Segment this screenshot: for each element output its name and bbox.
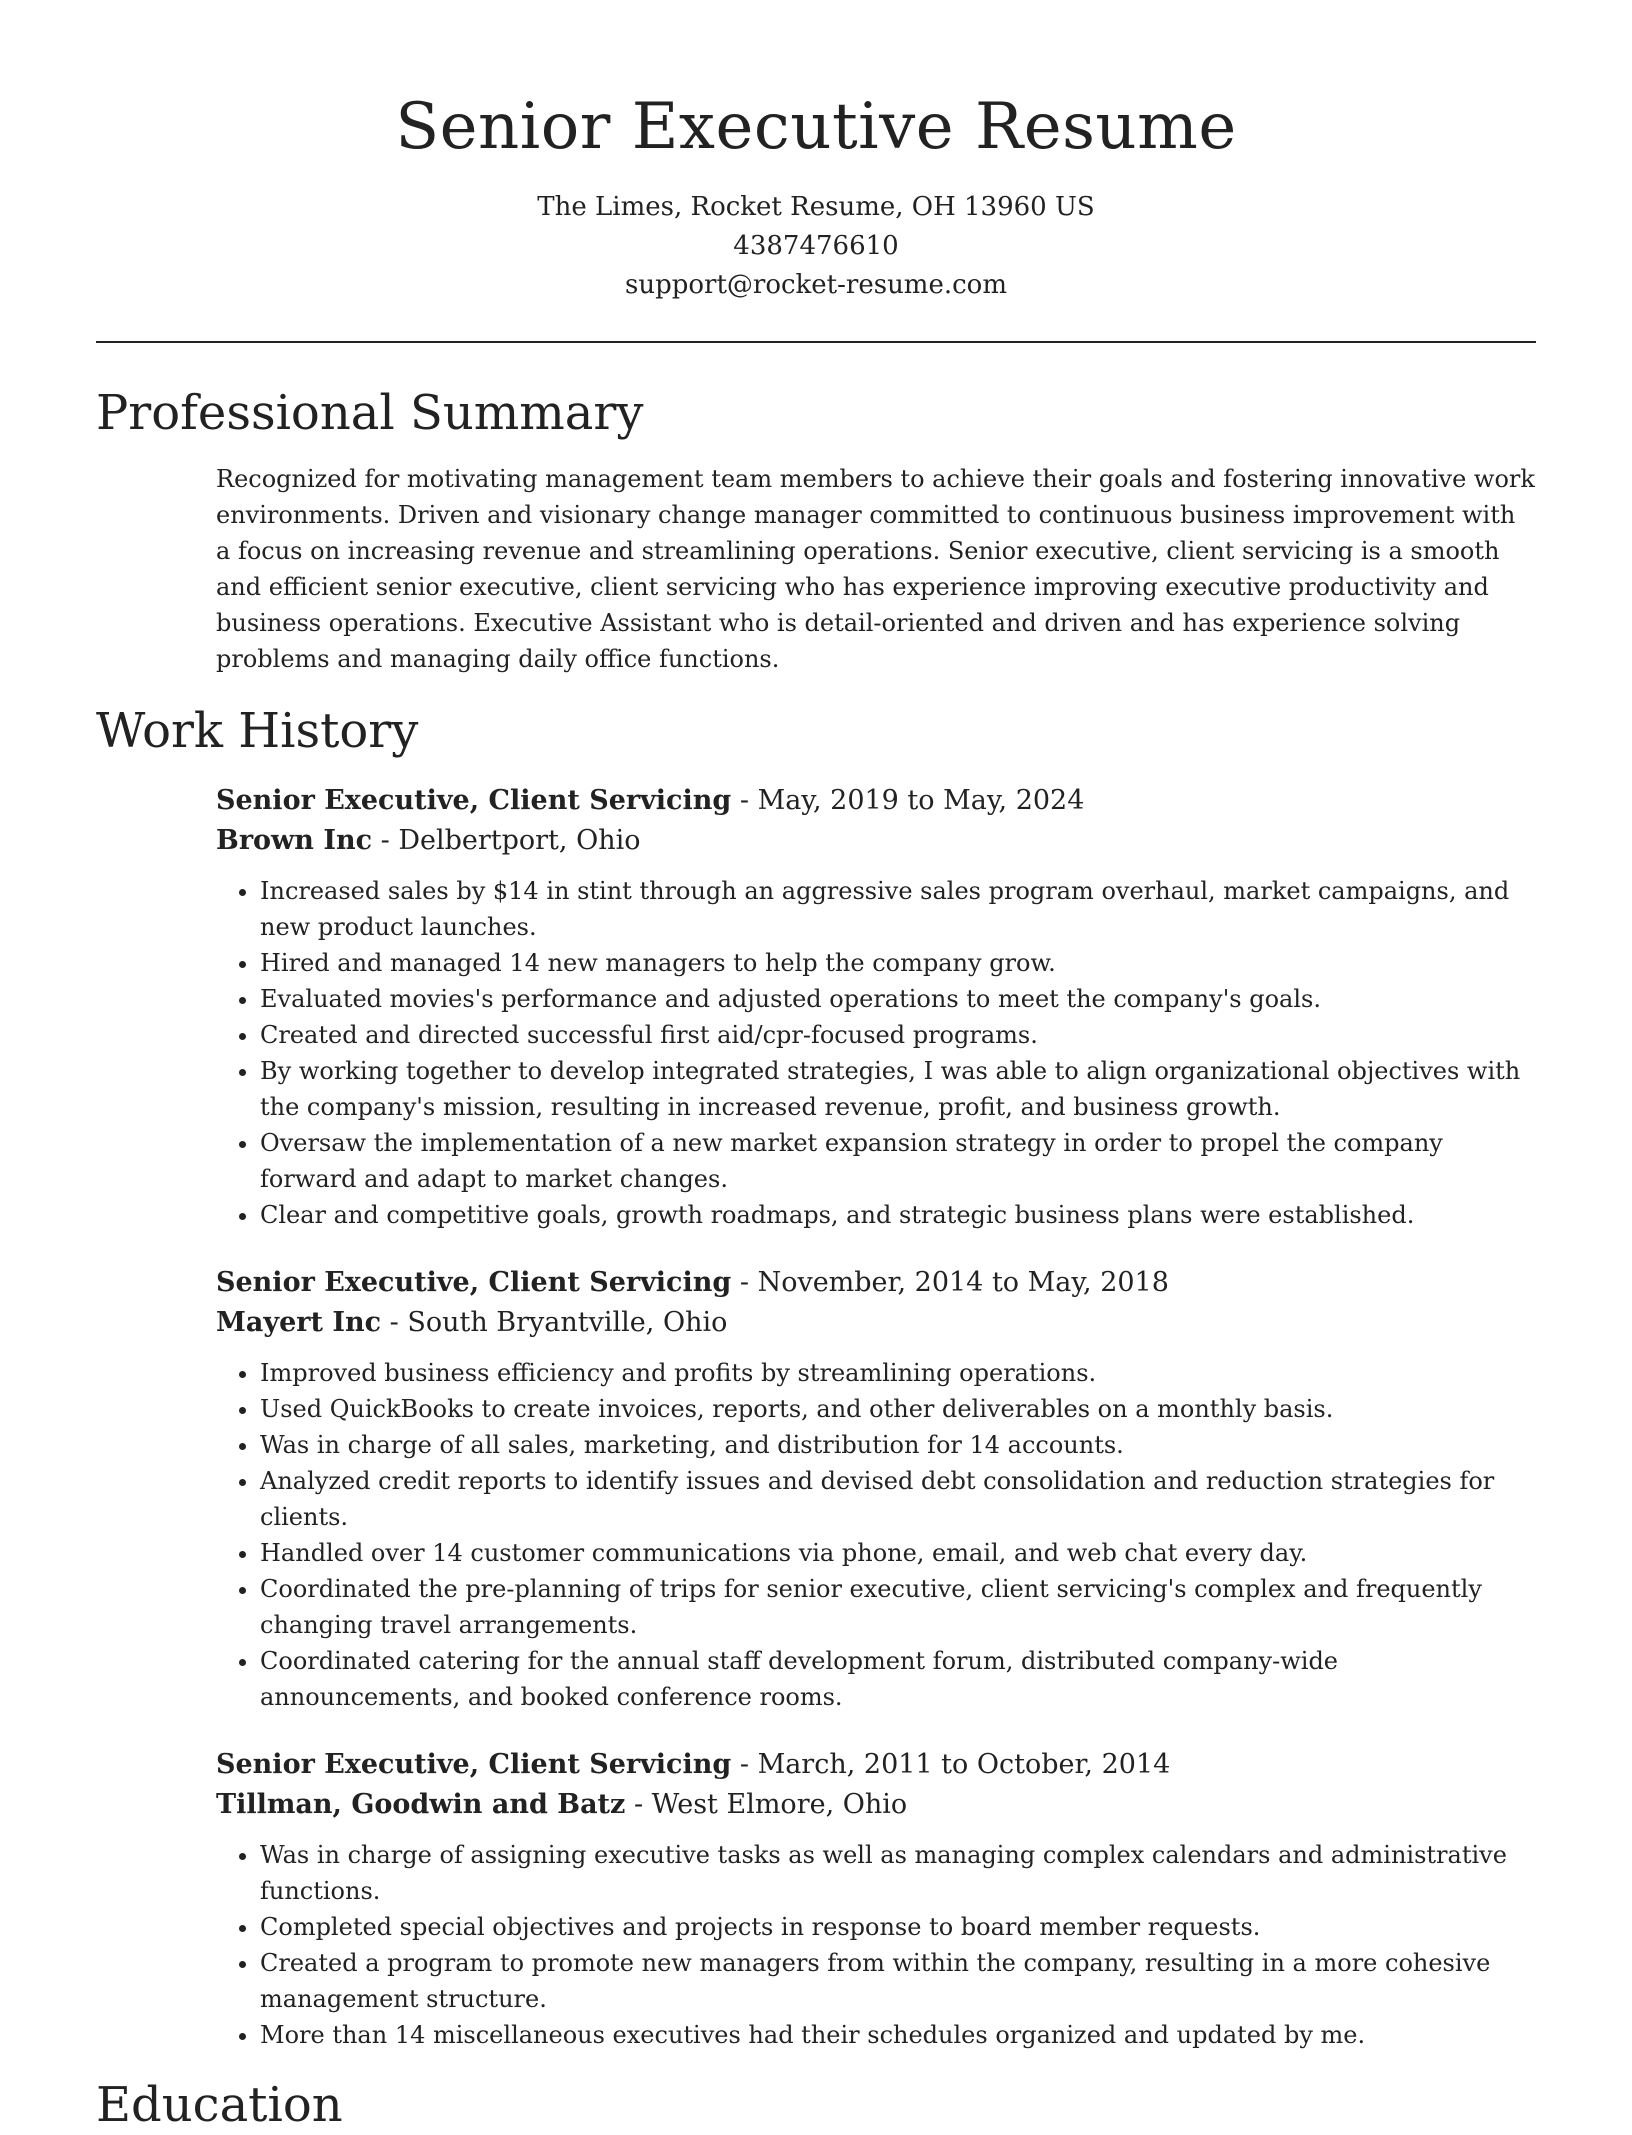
contact-info — [96, 188, 1536, 305]
job-bullet: • Handled over 14 customer communications via phone, email, and web chat every day. — [260, 1535, 1536, 1571]
job-bullet: • Created a program to promote new managers from within the company, resulting in a more cohesive management structure. — [260, 1945, 1536, 2017]
job-title: Senior Executive, Client Servicing — [216, 785, 732, 816]
resume-page — [96, 0, 1536, 2135]
job-title-line: Senior Executive, Client Servicing - March, 2011 to October, 2014 — [216, 1749, 1171, 1780]
job-bullet: • Improved business efficiency and profits by streamlining operations. — [260, 1355, 1536, 1391]
summary-text: Recognized for motivating management team members to achieve their goals and fostering innovative work environments. Driven and visionary change manager committed to continuous business improvement with a focus on increasing revenue and streamlining operations. Senior executive, client servicing is a smooth and efficient senior executive, client servicing who has experience improving executive productivity and business operations. Executive Assistant who is detail-oriented and driven and has experience solving problems and managing daily office functions. — [216, 465, 1535, 673]
job-entry — [216, 781, 1536, 1233]
job-bullet: • Hired and managed 14 new managers to help the company grow. — [260, 945, 1536, 981]
job-company: Brown Inc — [216, 825, 373, 856]
summary-heading: Professional Summary — [96, 385, 644, 441]
job-dates: May, 2019 to May, 2024 — [757, 785, 1085, 816]
job-bullet: • Used QuickBooks to create invoices, reports, and other deliverables on a monthly basis. — [260, 1391, 1536, 1427]
job-bullet: • Was in charge of assigning executive tasks as well as managing complex calendars and administrative functions. — [260, 1837, 1536, 1909]
job-bullet: • Coordinated the pre-planning of trips for senior executive, client servicing's complex and frequently changing travel arrangements. — [260, 1571, 1536, 1643]
job-company-line: Mayert Inc - South Bryantville, Ohio — [216, 1307, 728, 1338]
job-location: Delbertport, Ohio — [398, 825, 641, 856]
contact-email: support@rocket-resume.com — [624, 270, 1007, 300]
contact-phone: 4387476610 — [733, 231, 899, 261]
job-company: Tillman, Goodwin and Batz — [216, 1789, 626, 1820]
header-divider — [96, 341, 1536, 343]
job-bullets — [216, 1355, 1536, 1715]
job-bullet: • Created and directed successful first aid/cpr-focused programs. — [260, 1017, 1536, 1053]
education-heading: Education — [96, 2077, 343, 2133]
job-bullet: • Clear and competitive goals, growth roadmaps, and strategic business plans were established. — [260, 1197, 1536, 1233]
job-location: South Bryantville, Ohio — [407, 1307, 728, 1338]
job-entry — [216, 1745, 1536, 2053]
job-title: Senior Executive, Client Servicing — [216, 1267, 732, 1298]
job-bullets — [216, 1837, 1536, 2053]
job-bullet: • Oversaw the implementation of a new market expansion strategy in order to propel the company forward and adapt to market changes. — [260, 1125, 1536, 1197]
job-company-line: Brown Inc - Delbertport, Ohio — [216, 825, 641, 856]
contact-address: The Limes, Rocket Resume, OH 13960 US — [537, 192, 1095, 222]
job-bullet: • Was in charge of all sales, marketing, and distribution for 14 accounts. — [260, 1427, 1536, 1463]
job-title-line: Senior Executive, Client Servicing - November, 2014 to May, 2018 — [216, 1267, 1169, 1298]
job-location: West Elmore, Ohio — [651, 1789, 908, 1820]
job-company: Mayert Inc — [216, 1307, 382, 1338]
job-bullet: • Coordinated catering for the annual staff development forum, distributed company-wide announcements, and booked conference rooms. — [260, 1643, 1536, 1715]
resume-title: Senior Executive Resume — [395, 90, 1237, 164]
job-bullet: • More than 14 miscellaneous executives had their schedules organized and updated by me. — [260, 2017, 1536, 2053]
work-history-heading: Work History — [96, 703, 419, 759]
job-dates: March, 2011 to October, 2014 — [757, 1749, 1171, 1780]
job-title: Senior Executive, Client Servicing — [216, 1749, 732, 1780]
job-company-line: Tillman, Goodwin and Batz - West Elmore, Ohio — [216, 1789, 908, 1820]
job-bullet: • Analyzed credit reports to identify issues and devised debt consolidation and reduction strategies for clients. — [260, 1463, 1536, 1535]
job-title-line: Senior Executive, Client Servicing - May, 2019 to May, 2024 — [216, 785, 1085, 816]
job-entry — [216, 1263, 1536, 1715]
job-bullet: • By working together to develop integrated strategies, I was able to align organizational objectives with the company's mission, resulting in increased revenue, profit, and business growth. — [260, 1053, 1536, 1125]
job-bullet: • Increased sales by $14 in stint through an aggressive sales program overhaul, market campaigns, and new product launches. — [260, 873, 1536, 945]
job-bullets — [216, 873, 1536, 1233]
job-dates: November, 2014 to May, 2018 — [757, 1267, 1169, 1298]
job-bullet: • Evaluated movies's performance and adjusted operations to meet the company's goals. — [260, 981, 1536, 1017]
job-bullet: • Completed special objectives and projects in response to board member requests. — [260, 1909, 1536, 1945]
